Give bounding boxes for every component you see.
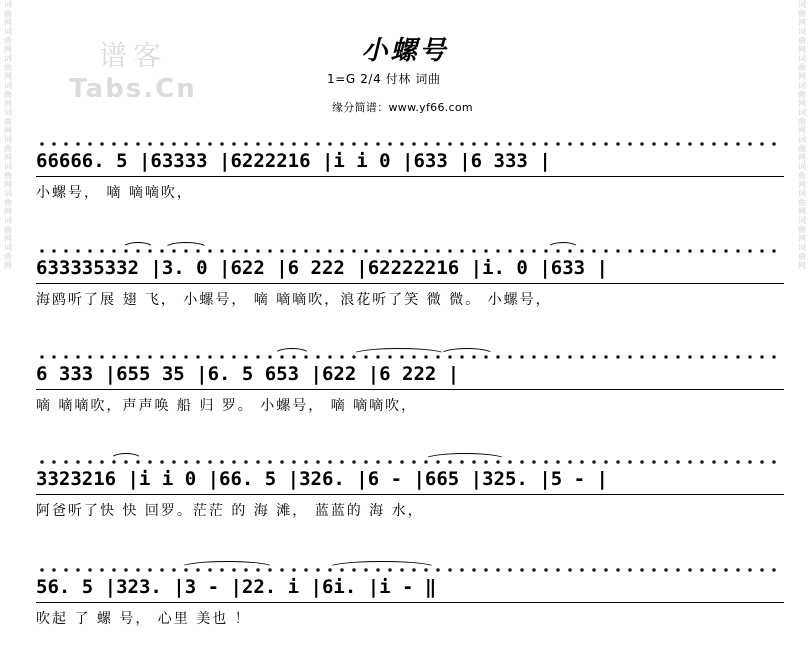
lyrics-line: 嘀 嘀嘀吹，声声唤 船 归 罗。 小螺号， 嘀 嘀嘀吹， <box>36 398 418 414</box>
music-system-4 <box>36 463 784 543</box>
beam-line <box>36 602 784 603</box>
jianpu-notes: 3323216 |i i 0 |66. 5 |326. |6 - |665 |325. |5 - | <box>36 468 608 490</box>
music-system-5 <box>36 571 784 651</box>
beam-line <box>36 494 784 495</box>
key-meter-authors: 1=G 2/4 付林 词曲 <box>327 72 441 86</box>
watermark-en: Tabs.Cn <box>69 74 197 104</box>
beam-line <box>36 283 784 284</box>
song-title: 小螺号 <box>361 36 449 66</box>
watermark-cn: 谱客 <box>98 39 167 72</box>
jianpu-notes: 56. 5 |323. |3 - |22. i |6i. |i - ‖ <box>36 576 437 598</box>
source-site: 缘分简谱：www.yf66.com <box>332 101 473 114</box>
lyrics-line: 吹起 了 螺 号， 心里 美也 ！ <box>36 611 251 627</box>
music-system-3 <box>36 358 784 438</box>
jianpu-notes: 66666. 5 |63333 |6222216 |i i 0 |633 |6 333 | <box>36 150 551 172</box>
lyrics-line: 阿爸听了快 快 回罗。茫茫 的 海 滩， 蓝蓝的 海 水， <box>36 503 424 519</box>
music-system-1 <box>36 145 784 225</box>
header <box>0 0 810 120</box>
jianpu-notes: 633335332 |3. 0 |622 |6 222 |62222216 |i. 0 |633 | <box>36 257 608 279</box>
lyrics-line: 海鸥听了展 翅 飞， 小螺号， 嘀 嘀嘀吹，浪花听了笑 微 微。 小螺号， <box>36 292 552 308</box>
lyrics-line: 小螺号， 嘀 嘀嘀吹， <box>36 185 193 201</box>
music-system-2 <box>36 252 784 332</box>
jianpu-notes: 6 333 |655 35 |6. 5 653 |622 |6 222 | <box>36 363 460 385</box>
right-watermark-strip: 词曲网词曲网词曲网词曲网词曲网词曲网词曲网词曲网词曲网词曲网 <box>798 0 806 270</box>
left-watermark-strip: 词曲网词曲网词曲网词曲网词曲网词曲网词曲网词曲网词曲网词曲网 <box>4 0 12 270</box>
beam-line <box>36 176 784 177</box>
beam-line <box>36 389 784 390</box>
